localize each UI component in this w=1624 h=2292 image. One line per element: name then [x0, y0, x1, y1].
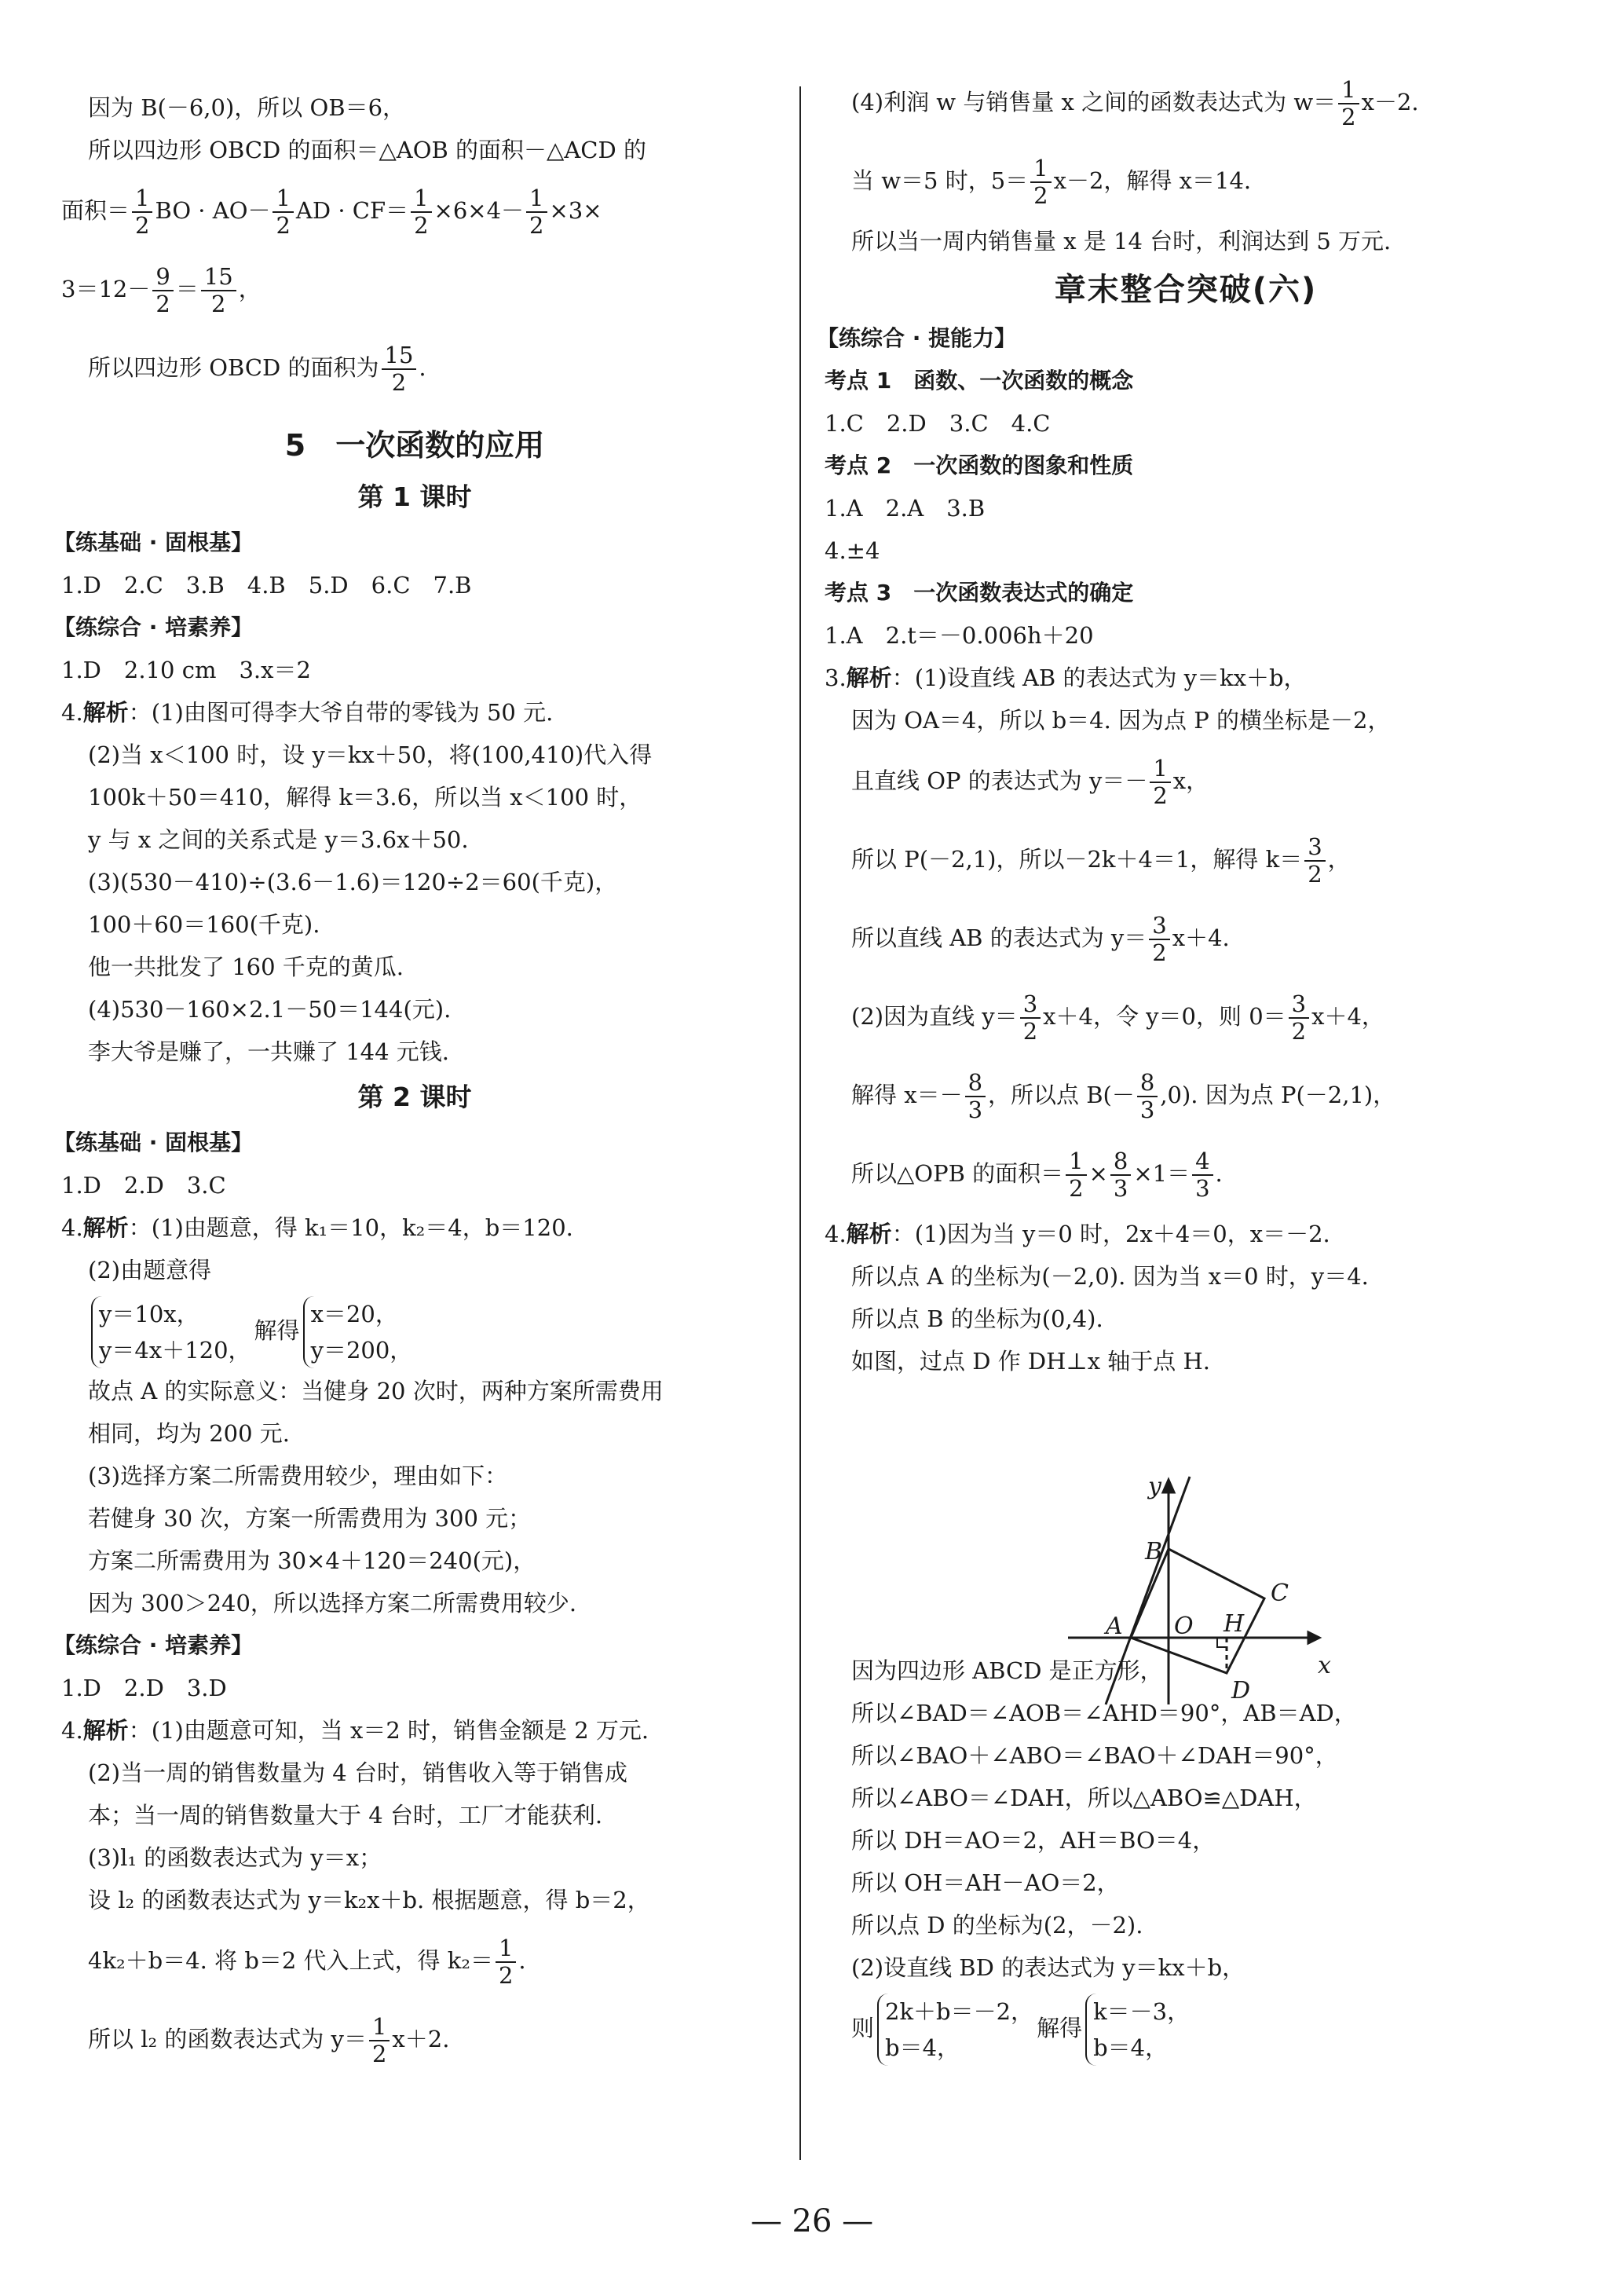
fraction	[1110, 1148, 1131, 1203]
column-divider	[799, 86, 801, 2160]
numerator: 4	[1192, 1148, 1213, 1176]
text-line: 如图，过点 D 作 DH⊥x 轴于点 H.	[851, 1348, 1211, 1375]
left-column	[53, 86, 768, 2078]
topic-heading: 考点 1 函数、一次函数的概念	[825, 368, 1134, 394]
fraction	[1289, 991, 1309, 1045]
denominator: 2	[135, 212, 150, 239]
text-span: ：(1)由题意，得 k₁＝10，k₂＝4，b＝120.	[128, 1214, 573, 1241]
square-abcd	[1131, 1549, 1264, 1673]
fraction	[369, 2014, 390, 2068]
text-line: 他一共批发了 160 千克的黄瓜.	[88, 954, 404, 980]
text-line: (2)当一周的销售数量为 4 台时，销售收入等于销售成	[88, 1759, 627, 1786]
line-ab	[1106, 1477, 1190, 1704]
text-span: 4k₂＋b＝4. 将 b＝2 代入上式，得 k₂＝	[88, 1947, 493, 1974]
practice-tag: 【练基础 · 固根基】	[53, 1130, 254, 1155]
denominator: 2	[414, 212, 429, 239]
equation: b＝4，	[1093, 2034, 1169, 2061]
solution-label: 解析	[82, 1214, 129, 1241]
solution-label: 解析	[82, 699, 129, 726]
text-line: 所以∠ABO＝∠DAH，所以△ABO≌△DAH，	[851, 1785, 1317, 1811]
formula-line	[825, 820, 1547, 899]
fraction	[1304, 834, 1325, 888]
equation: k＝－3，	[1093, 1998, 1191, 2025]
text-span: x＋4，令 y＝0，则 0＝	[1043, 1003, 1286, 1030]
text-span: x，	[1172, 767, 1209, 794]
label-d: D	[1231, 1677, 1251, 1704]
equation: x＝20，	[310, 1301, 398, 1327]
denominator: 2	[391, 369, 407, 396]
text-span: 所以 l₂ 的函数表达式为 y＝	[88, 2026, 367, 2052]
fraction	[1150, 756, 1170, 810]
equation: y＝4x＋120，	[99, 1337, 251, 1364]
text-span: .	[1215, 1160, 1223, 1187]
text-span: (2)因为直线 y＝	[851, 1003, 1018, 1030]
equation-system	[1085, 1994, 1190, 2066]
fraction	[1030, 156, 1051, 210]
text-line: 因为 B(－6,0)，所以 OB＝6，	[88, 94, 406, 121]
text-span: ，	[238, 276, 262, 302]
text-span: 所以 P(－2,1)，所以－2k＋4＝1，解得 k＝	[851, 846, 1303, 873]
solution-label: 解析	[82, 1717, 129, 1744]
page-number: — 26 —	[750, 2203, 874, 2239]
text-span: ：(1)因为当 y＝0 时，2x＋4＝0，x＝－2.	[891, 1221, 1330, 1247]
right-column	[817, 75, 1547, 2067]
equation: y＝10x，	[99, 1301, 199, 1327]
equation: b＝4，	[885, 2034, 960, 2061]
text-line: 所以点 B 的坐标为(0,4).	[851, 1305, 1103, 1332]
text-line: (2)由题意得	[88, 1257, 212, 1283]
formula-line	[825, 899, 1547, 977]
text-span: 3＝12－	[61, 276, 151, 302]
label-y: y	[1148, 1473, 1161, 1500]
numerator: 8	[1110, 1148, 1131, 1176]
answer-line: 1.C 2.D 3.C 4.C	[825, 410, 1051, 437]
text-span: ,0). 因为点 P(－2,1)，	[1160, 1082, 1396, 1108]
item-number: 4.	[61, 699, 83, 726]
numerator: 15	[201, 264, 236, 291]
label-o: O	[1174, 1613, 1194, 1640]
formula-line	[825, 741, 1547, 820]
fraction	[1020, 991, 1041, 1045]
text-span: .	[518, 1947, 526, 1974]
numerator: 9	[152, 264, 173, 291]
lesson-heading: 第 2 课时	[357, 1082, 472, 1112]
text-span: ×6×4－	[433, 197, 525, 224]
denominator: 2	[1069, 1175, 1084, 1202]
denominator: 2	[1153, 782, 1168, 809]
text-line: 因为 300＞240，所以选择方案二所需费用较少.	[88, 1590, 577, 1616]
formula-line	[825, 141, 1547, 220]
formula-line	[61, 171, 768, 250]
text-span: ：(1)由图可得李大爷自带的零钱为 50 元.	[128, 699, 554, 726]
text-line: 100＋60＝160(千克).	[88, 911, 320, 938]
numerator: 8	[965, 1070, 986, 1097]
text-span: ＝	[175, 276, 199, 302]
solution-line	[61, 1709, 768, 1752]
answer-line: 1.A 2.A 3.B	[825, 495, 986, 522]
equation-system	[303, 1296, 413, 1368]
label-h: H	[1223, 1610, 1245, 1638]
solution-label: 解析	[846, 665, 892, 691]
formula-line	[825, 1134, 1547, 1213]
solution-line	[61, 691, 768, 734]
fraction	[526, 185, 547, 240]
denominator: 2	[1022, 1018, 1038, 1045]
item-number: 3.	[825, 665, 847, 691]
numerator: 8	[1137, 1070, 1158, 1097]
denominator: 2	[1152, 939, 1167, 966]
answer-line: 1.D 2.C 3.B 4.B 5.D 6.C 7.B	[61, 572, 472, 599]
formula-line	[61, 250, 768, 328]
y-axis-arrow	[1163, 1480, 1174, 1492]
numerator: 1	[132, 185, 152, 213]
denominator: 3	[1195, 1175, 1210, 1202]
text-line: 所以当一周内销售量 x 是 14 台时，利润达到 5 万元.	[851, 228, 1392, 254]
text-line: 李大爷是赚了，一共赚了 144 元钱.	[88, 1038, 450, 1065]
text-span: 解得	[1037, 2015, 1083, 2041]
denominator: 2	[211, 291, 226, 317]
text-span: x－2.	[1361, 89, 1419, 115]
text-line: y 与 x 之间的关系式是 y＝3.6x＋50.	[88, 826, 469, 853]
denominator: 2	[529, 212, 544, 239]
label-a: A	[1106, 1613, 1123, 1640]
text-span: 所以四边形 OBCD 的面积为	[88, 354, 379, 381]
square-abcd-figure	[1052, 1469, 1335, 1720]
text-span: (4)利润 w 与销售量 x 之间的函数表达式为 w＝	[851, 89, 1337, 115]
fraction	[132, 185, 152, 240]
text-line: 所以 DH＝AO＝2，AH＝BO＝4，	[851, 1827, 1216, 1854]
numerator: 1	[369, 2014, 390, 2041]
solution-line	[825, 1213, 1547, 1255]
text-span: 所以△OPB 的面积＝	[851, 1160, 1064, 1187]
numerator: 1	[1338, 77, 1359, 104]
numerator: 1	[496, 1935, 516, 1963]
numerator: 3	[1304, 834, 1325, 862]
solution-label: 解析	[846, 1221, 892, 1247]
text-span: 解得	[254, 1317, 300, 1344]
topic-heading: 考点 3 一次函数表达式的确定	[825, 580, 1134, 606]
denominator: 2	[1033, 182, 1048, 209]
denominator: 2	[1341, 104, 1356, 130]
text-span: ×	[1088, 1160, 1108, 1187]
fraction	[1192, 1148, 1213, 1203]
solution-line	[825, 657, 1547, 699]
denominator: 2	[498, 1962, 514, 1989]
text-line: (3)选择方案二所需费用较少，理由如下：	[88, 1463, 508, 1489]
answer-line: 4.±4	[825, 537, 880, 564]
fraction	[411, 185, 431, 240]
text-line: 所以点 A 的坐标为(－2,0). 因为当 x＝0 时，y＝4.	[851, 1263, 1369, 1290]
text-line: (3)(530－410)÷(3.6－1.6)＝120÷2＝60(千克)，	[88, 869, 618, 895]
text-line: 故点 A 的实际意义：当健身 20 次时，两种方案所需费用	[88, 1378, 664, 1404]
denominator: 2	[1308, 861, 1322, 888]
text-span: x＋4.	[1172, 924, 1230, 951]
solution-line	[61, 1206, 768, 1249]
denominator: 3	[1113, 1175, 1128, 1202]
text-span: 且直线 OP 的表达式为 y＝－	[851, 767, 1148, 794]
text-line: 所以∠BAD＝∠AOB＝∠AHD＝90°，AB＝AD，	[851, 1700, 1357, 1726]
text-span: 解得 x＝－	[851, 1082, 963, 1108]
formula-line	[61, 328, 768, 407]
denominator: 2	[371, 2041, 387, 2067]
equation: 2k＋b＝－2，	[885, 1998, 1034, 2025]
x-axis-arrow	[1308, 1632, 1319, 1643]
text-span: ，	[1327, 846, 1351, 873]
fraction	[1149, 913, 1169, 967]
practice-tag: 【练综合 · 培素养】	[53, 614, 254, 640]
fraction	[201, 264, 236, 318]
text-span: .	[419, 354, 426, 381]
denominator: 3	[967, 1097, 983, 1123]
fraction	[272, 185, 293, 240]
text-line: 所以四边形 OBCD 的面积＝△AOB 的面积－△ACD 的	[88, 137, 646, 163]
text-span: 则	[851, 2015, 875, 2041]
numerator: 3	[1020, 991, 1041, 1019]
denominator: 2	[155, 291, 170, 317]
text-span: x＋2.	[392, 2026, 450, 2052]
text-span: x－2，解得 x＝14.	[1053, 167, 1252, 194]
item-number: 4.	[61, 1717, 83, 1744]
text-line: 所以 OH＝AH－AO＝2，	[851, 1869, 1120, 1896]
section-heading: 5 一次函数的应用	[284, 428, 545, 463]
formula-line	[825, 1056, 1547, 1134]
text-line: 相同，均为 200 元.	[88, 1420, 291, 1447]
fraction	[382, 342, 417, 397]
formula-line	[825, 63, 1547, 141]
text-line: 方案二所需费用为 30×4＋120＝240(元)，	[88, 1547, 536, 1574]
text-span: ×1＝	[1133, 1160, 1191, 1187]
numerator: 1	[1150, 756, 1170, 783]
fraction	[1066, 1148, 1086, 1203]
numerator: 1	[1066, 1148, 1086, 1176]
fraction	[152, 264, 173, 318]
right-angle-mark	[1217, 1638, 1227, 1647]
equation: y＝200，	[310, 1337, 413, 1364]
text-line: (2)当 x＜100 时，设 y＝kx＋50，将(100,410)代入得	[88, 741, 653, 768]
text-span: 所以直线 AB 的表达式为 y＝	[851, 924, 1147, 951]
text-span: ，所以点 B(－	[988, 1082, 1135, 1108]
numerator: 1	[526, 185, 547, 213]
item-number: 4.	[61, 1214, 83, 1241]
text-span: 当 w＝5 时，5＝	[851, 167, 1029, 194]
numerator: 1	[272, 185, 293, 213]
text-line: (3)l₁ 的函数表达式为 y＝x；	[88, 1844, 382, 1871]
text-line: 所以点 D 的坐标为(2，－2).	[851, 1912, 1143, 1939]
equation-system	[877, 1994, 1033, 2066]
label-c: C	[1271, 1580, 1289, 1607]
fraction	[1338, 77, 1359, 131]
numerator: 1	[1030, 156, 1051, 183]
practice-tag: 【练基础 · 固根基】	[53, 529, 254, 555]
equation-system-line	[825, 1989, 1547, 2067]
text-line: 100k＋50＝410，解得 k＝3.6，所以当 x＜100 时，	[88, 784, 642, 811]
numerator: 15	[382, 342, 417, 370]
text-span: 面积＝	[61, 197, 130, 224]
text-line: 因为 OA＝4，所以 b＝4. 因为点 P 的横坐标是－2，	[851, 707, 1391, 734]
answer-line: 1.D 2.D 3.D	[61, 1675, 227, 1701]
fraction	[1137, 1070, 1158, 1124]
label-x: x	[1318, 1652, 1331, 1679]
text-line: 若健身 30 次，方案一所需费用为 300 元；	[88, 1505, 532, 1532]
practice-tag: 【练综合 · 培素养】	[53, 1632, 254, 1658]
numerator: 3	[1289, 991, 1309, 1019]
text-span: x＋4，	[1311, 1003, 1384, 1030]
text-span: ×3×	[549, 197, 602, 224]
item-number: 4.	[825, 1221, 847, 1247]
text-span: BO · AO－	[155, 197, 271, 224]
equation-system-line	[61, 1291, 768, 1370]
denominator: 2	[1291, 1018, 1307, 1045]
text-line: (2)设直线 BD 的表达式为 y＝kx＋b，	[851, 1954, 1245, 1981]
topic-heading: 考点 2 一次函数的图象和性质	[825, 452, 1134, 478]
chapter-heading: 章末整合突破(六)	[1054, 272, 1318, 308]
answer-line: 1.D 2.10 cm 3.x＝2	[61, 657, 311, 683]
formula-line	[61, 2000, 768, 2078]
practice-tag: 【练综合 · 提能力】	[817, 325, 1017, 351]
denominator: 2	[276, 212, 291, 239]
text-line: (4)530－160×2.1－50＝144(元).	[88, 996, 452, 1023]
text-line: 因为四边形 ABCD 是正方形，	[851, 1657, 1163, 1684]
answer-line: 1.A 2.t＝－0.006h＋20	[825, 622, 1094, 649]
label-b: B	[1145, 1538, 1163, 1565]
text-span: ：(1)设直线 AB 的表达式为 y＝kx＋b，	[891, 665, 1307, 691]
formula-line	[825, 977, 1547, 1056]
text-line: 本；当一周的销售数量大于 4 台时，工厂才能获利.	[88, 1802, 603, 1829]
fraction	[496, 1935, 516, 1990]
text-line: 所以∠BAO＋∠ABO＝∠BAO＋∠DAH＝90°，	[851, 1742, 1338, 1769]
denominator: 3	[1139, 1097, 1155, 1123]
text-line: 设 l₂ 的函数表达式为 y＝k₂x＋b. 根据题意，得 b＝2，	[88, 1887, 650, 1913]
lesson-heading: 第 1 课时	[357, 481, 472, 512]
formula-line	[61, 1921, 768, 2000]
text-span: ：(1)由题意可知，当 x＝2 时，销售金额是 2 万元.	[128, 1717, 649, 1744]
answer-line: 1.D 2.D 3.C	[61, 1172, 226, 1199]
numerator: 1	[411, 185, 431, 213]
numerator: 3	[1149, 913, 1169, 940]
text-span: AD · CF＝	[295, 197, 409, 224]
fraction	[965, 1070, 986, 1124]
equation-system	[91, 1296, 251, 1368]
